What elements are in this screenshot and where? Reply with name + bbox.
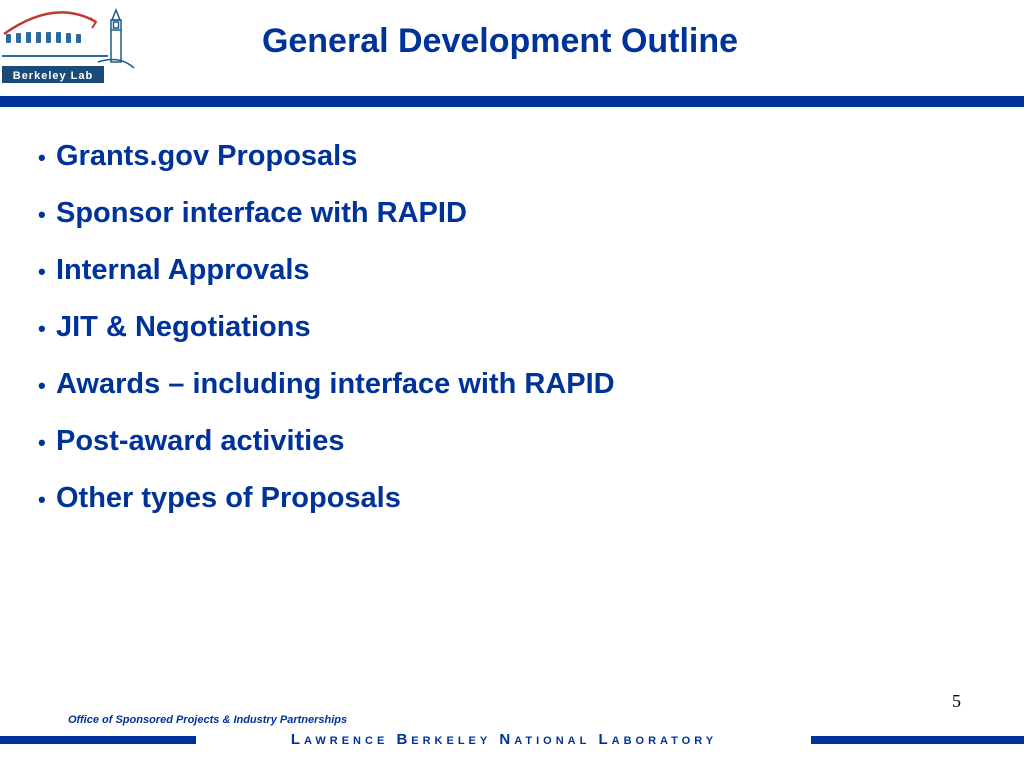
- bullet-icon: •: [38, 202, 46, 227]
- list-item-text: Sponsor interface with RAPID: [56, 197, 467, 229]
- logo-label: Berkeley Lab: [12, 70, 94, 82]
- list-item: [38, 425, 615, 482]
- footer-divider-left: [0, 736, 196, 744]
- footer-lab-name: Lawrence Berkeley National Laboratory: [290, 731, 718, 748]
- bullet-icon: •: [38, 487, 46, 512]
- list-item-text: Awards – including interface with RAPID: [56, 368, 615, 400]
- bullet-icon: •: [38, 259, 46, 284]
- list-item: [38, 140, 615, 197]
- header-divider: [0, 96, 1024, 107]
- list-item-text: Post-award activities: [56, 425, 345, 457]
- berkeley-lab-logo-icon: [0, 0, 140, 90]
- bullet-icon: •: [38, 373, 46, 398]
- bullet-list: [38, 140, 615, 539]
- list-item-text: Internal Approvals: [56, 254, 310, 286]
- bullet-icon: •: [38, 145, 46, 170]
- berkeley-lab-logo: [0, 0, 140, 90]
- bullet-icon: •: [38, 430, 46, 455]
- list-item: [38, 368, 615, 425]
- page-title: General Development Outline: [261, 22, 739, 60]
- list-item: [38, 311, 615, 368]
- list-item-text: Grants.gov Proposals: [56, 140, 358, 172]
- footer-office-name: Office of Sponsored Projects & Industry Partnerships: [68, 714, 348, 726]
- list-item-text: Other types of Proposals: [56, 482, 401, 514]
- page-number: 5: [952, 691, 961, 711]
- footer-divider-right: [811, 736, 1024, 744]
- list-item: [38, 482, 615, 539]
- list-item-text: JIT & Negotiations: [56, 311, 311, 343]
- bullet-icon: •: [38, 316, 46, 341]
- list-item: [38, 197, 615, 254]
- list-item: [38, 254, 615, 311]
